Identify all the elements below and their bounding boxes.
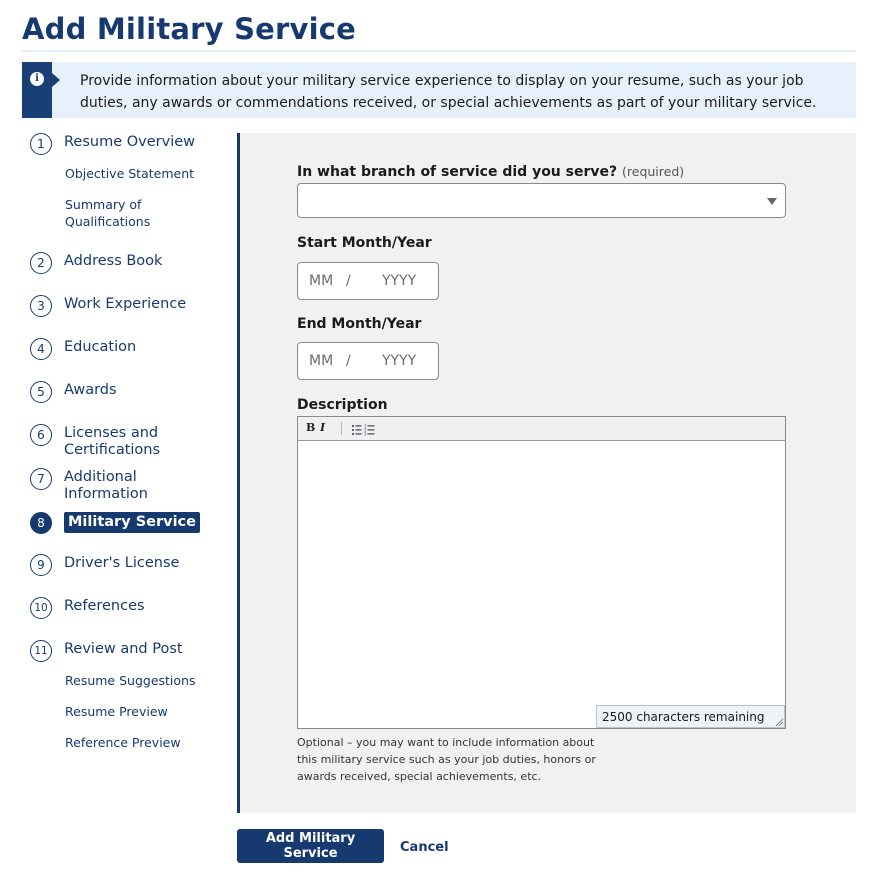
- branch-select[interactable]: [297, 183, 786, 218]
- end-month-placeholder[interactable]: MM: [309, 353, 334, 369]
- sidebar-item-drivers-license[interactable]: [30, 554, 179, 576]
- chevron-down-icon: [767, 198, 777, 205]
- editor-toolbar: [298, 417, 785, 441]
- step-label[interactable]: Review and Post: [64, 641, 183, 657]
- end-year-placeholder[interactable]: YYYY: [382, 353, 417, 369]
- step-number: 5: [30, 381, 52, 403]
- step-label[interactable]: Resume Overview: [64, 134, 196, 150]
- sidebar-subitem-suggestions[interactable]: Resume Suggestions: [65, 673, 196, 688]
- svg-text:3: 3: [364, 431, 367, 437]
- military-service-form: [237, 133, 856, 813]
- step-number: 9: [30, 554, 52, 576]
- svg-text:1: 1: [364, 423, 367, 429]
- step-label[interactable]: References: [64, 598, 145, 614]
- step-number: 7: [30, 468, 52, 490]
- step-label[interactable]: Address Book: [64, 253, 163, 269]
- sidebar-item-awards[interactable]: [30, 381, 117, 403]
- step-label[interactable]: Education: [64, 339, 137, 355]
- step-label[interactable]: Awards: [64, 382, 117, 398]
- step-number: 10: [30, 597, 52, 619]
- sidebar-item-review-post[interactable]: [30, 640, 183, 662]
- date-separator: /: [346, 273, 351, 289]
- sidebar-nav: [0, 0, 230, 887]
- step-label[interactable]: Additional Information: [64, 469, 148, 502]
- end-date-input[interactable]: [297, 342, 439, 380]
- sidebar-subitem-summary[interactable]: Summary of Qualifications: [65, 197, 151, 229]
- description-help-text: Optional – you may want to include information about this military service such as your job duties, honors or awards received, special achievements, etc.: [297, 736, 596, 783]
- sidebar-item-education[interactable]: [30, 338, 136, 360]
- resize-grip-icon[interactable]: [775, 718, 783, 726]
- sidebar-item-resume-overview[interactable]: [30, 133, 195, 155]
- svg-text:2: 2: [364, 427, 367, 433]
- step-number: 6: [30, 424, 52, 446]
- step-label[interactable]: Driver's License: [64, 555, 180, 571]
- step-number-active: 8: [30, 512, 52, 534]
- start-year-placeholder[interactable]: YYYY: [382, 273, 417, 289]
- step-number: 2: [30, 252, 52, 274]
- cancel-link[interactable]: Cancel: [400, 840, 449, 855]
- date-separator: /: [346, 353, 351, 369]
- sidebar-subitem-reference-preview[interactable]: Reference Preview: [65, 735, 181, 750]
- bulleted-list-icon[interactable]: [351, 422, 377, 441]
- step-label-active[interactable]: Military Service: [64, 512, 200, 533]
- step-label[interactable]: Licenses and Certifications: [64, 425, 161, 458]
- end-date-label: End Month/Year: [297, 316, 422, 332]
- sidebar-item-military-service[interactable]: [30, 512, 200, 534]
- start-date-label: Start Month/Year: [297, 235, 432, 251]
- step-number: 4: [30, 338, 52, 360]
- character-counter: 2500 characters remaining: [596, 705, 785, 728]
- step-number: 3: [30, 295, 52, 317]
- page-title: Add Military Service: [22, 12, 357, 46]
- info-banner-text: Provide information about your military service experience to display on your resume, such as your job duties, any awards or commendations received, or special achievements as part of your military service.: [80, 73, 817, 111]
- bold-button[interactable]: B: [306, 421, 316, 434]
- required-hint: (required): [622, 164, 685, 179]
- step-label[interactable]: Work Experience: [64, 296, 187, 312]
- sidebar-subitem-resume-preview[interactable]: Resume Preview: [65, 704, 168, 719]
- description-label: Description: [297, 397, 388, 413]
- sidebar-item-address-book[interactable]: [30, 252, 162, 274]
- sidebar-subitem-objective[interactable]: Objective Statement: [65, 166, 195, 181]
- italic-button[interactable]: I: [320, 421, 326, 434]
- sidebar-item-additional-info[interactable]: [30, 468, 164, 503]
- sidebar-item-work-experience[interactable]: [30, 295, 186, 317]
- description-editor[interactable]: [297, 416, 786, 729]
- branch-label: In what branch of service did you serve? (required): [297, 164, 685, 180]
- step-number: 11: [30, 640, 52, 662]
- sidebar-item-licenses[interactable]: [30, 424, 174, 459]
- step-number: 1: [30, 133, 52, 155]
- sidebar-item-references[interactable]: [30, 597, 145, 619]
- info-icon: i: [30, 72, 44, 86]
- start-date-input[interactable]: [297, 262, 439, 300]
- start-month-placeholder[interactable]: MM: [309, 273, 334, 289]
- add-military-service-button[interactable]: Add Military Service: [237, 829, 384, 863]
